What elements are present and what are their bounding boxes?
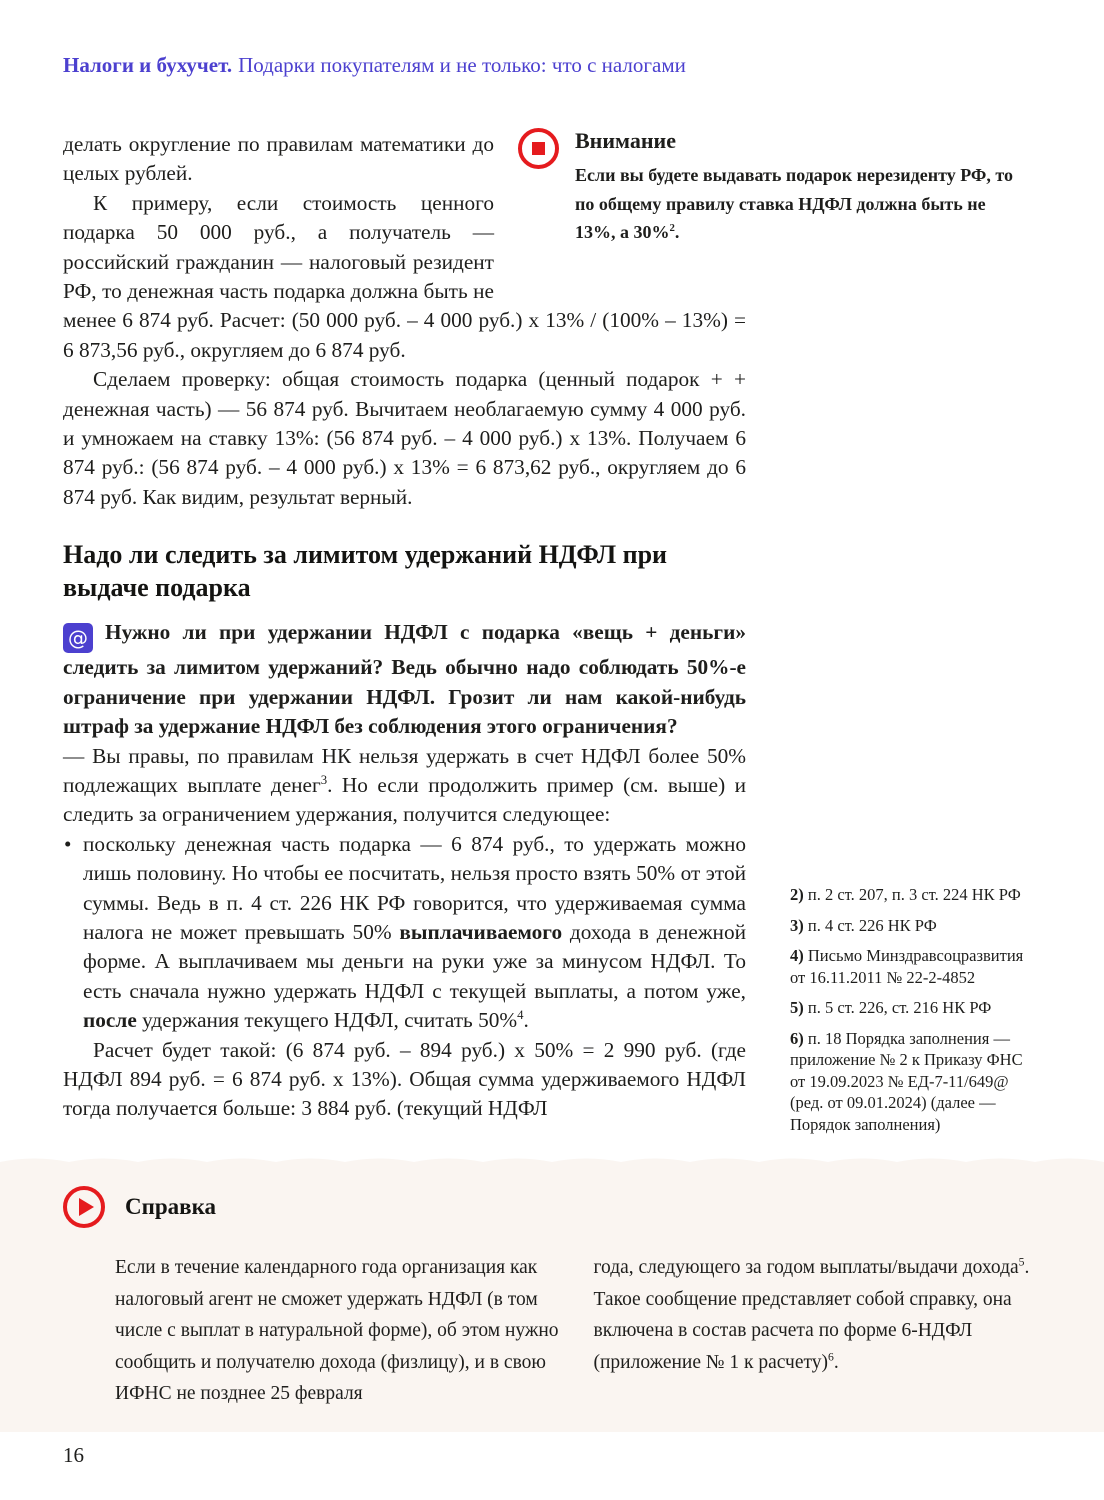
footnote-item: [790, 915, 1026, 937]
footnote-ref-2: 2: [669, 222, 675, 234]
footnote-item: [790, 945, 1026, 988]
footnote-text: Письмо Минздравсоцразвития от 16.11.2011 № 22-2-4852: [790, 946, 1024, 987]
play-circle-icon: [63, 1186, 105, 1228]
footnote-ref-6: 6: [827, 1350, 834, 1363]
question-paragraph: [63, 618, 746, 741]
attention-heading: Внимание: [575, 128, 676, 153]
section-heading: Надо ли следить за лимитом удержаний НДФЛ при выдаче подарка: [63, 540, 668, 603]
reference-header: [63, 1186, 216, 1228]
footnote-text: п. 18 Порядка заполнения — приложение № 2 к Приказу ФНС от 19.09.2023 № ЕД-7-11/649@ (ред. от 09.01.2024) (далее — Порядок заполнения): [790, 1028, 1023, 1134]
footnote-ref-4: 4: [517, 1008, 524, 1023]
footnote-number: 2): [790, 885, 804, 904]
paragraph-check: Сделаем проверку: общая стоимость подарка (ценный подарок + + денежная часть) — 56 874 руб. Вычитаем необлагаемую сумму 4 000 руб. и умножаем на ставку 13%: (56 874 руб. – 4 000 руб.) х 13%. Получаем 6 874 руб.: (56 874 руб. – 4 000 руб.) х 13% = 6 873,62 руб., округляем до 6 874 руб. Как видим, результат верный.: [63, 367, 746, 509]
bullet-text-4: .: [523, 1008, 529, 1033]
callout-flow-spacer: [494, 130, 746, 280]
article-title: Подарки покупателям и не только: что с налогами: [238, 53, 686, 77]
reference-right-paragraph-2: [594, 1284, 1056, 1379]
footnote-ref-5: 5: [1018, 1255, 1025, 1269]
reader-question-at-icon: @: [63, 623, 93, 653]
footnote-text: п. 5 ст. 226, ст. 216 НК РФ: [807, 998, 992, 1017]
attention-body-period: .: [674, 222, 680, 242]
running-header: [63, 53, 1044, 78]
reference-column-left: Если в течение календарного года организация как налоговый агент не сможет удержать НДФЛ (в том числе с выплат в натуральной форме), об этом нужно сообщить и получателю дохода (физлицу), и в свою ИФНС не позднее 25 февраля: [115, 1257, 559, 1404]
play-triangle-glyph: [79, 1198, 94, 1216]
footnote-number: 6): [790, 1028, 804, 1048]
footnote-number: 4): [790, 946, 804, 965]
footnote-ref-3: 3: [320, 772, 328, 787]
footnote-item: [790, 997, 1026, 1019]
footnote-text: п. 2 ст. 207, п. 3 ст. 224 НК РФ: [807, 885, 1021, 904]
footnote-item: [790, 884, 1026, 906]
bullet-text-2: дохода в денежной форме. А выплачиваем мы деньги на руки уже за минусом НДФЛ. То есть сначала нужно удержать НДФЛ с текущей выплаты, а потом уже,: [83, 919, 746, 1003]
calc-paragraph: Расчет будет такой: (6 874 руб. – 894 руб.) х 50% = 2 990 руб. (где НДФЛ 894 руб. = 6 874 руб. х 13%). Общая сумма удерживаемого НДФЛ тогда получается больше: 3 884 руб. (текущий НДФЛ: [63, 1037, 746, 1121]
page-number: 16: [63, 1443, 84, 1467]
reference-right-period-2: .: [833, 1351, 839, 1373]
footnotes-sidebar: [790, 884, 1026, 1144]
bullet-bold-after: после: [83, 1008, 137, 1033]
footnote-number: 3): [790, 915, 804, 935]
answer-lead-text: — Вы правы, по правилам НК нельзя удержать в счет НДФЛ более 50% подлежащих выплате денег: [63, 743, 746, 797]
footnote-item: [790, 1028, 1026, 1136]
footnote-number: 5): [790, 998, 804, 1017]
bullet-bold-payable: выплачиваемого: [399, 919, 563, 944]
bullet-text-3: удержания текущего НДФЛ, считать 50%: [136, 1008, 518, 1033]
footnote-text: п. 4 ст. 226 НК РФ: [807, 915, 937, 935]
bullet-item: [63, 830, 746, 1036]
bullet-text-1: поскольку денежная часть подарка — 6 874 руб., то удержать можно лишь половину. Но чтобы ее посчитать, нельзя просто взять 50% от этой суммы. Ведь в п. 4 ст. 226 НК РФ говорится, что удерживаемая сумма налога не может превышать 50%: [83, 831, 746, 944]
reference-right-period-1: .: [1024, 1257, 1030, 1278]
reference-right-text-1: года, следующего за годом выплаты/выдачи дохода: [593, 1257, 1019, 1278]
bullet-marker: •: [64, 831, 72, 856]
reference-band: [0, 1162, 1104, 1432]
reference-right-text-2: Такое сообщение представляет собой справку, она включена в состав расчета по форме 6-НДФЛ (приложение № 1 к расчету): [593, 1288, 1012, 1373]
reference-column-right: [594, 1252, 1056, 1410]
body-column: [63, 130, 746, 1124]
attention-body-text: Если вы будете выдавать подарок нерезиденту РФ, то по общему правилу ставка НДФЛ должна быть не 13%, а 30%: [575, 165, 1013, 242]
wave-top-edge: [0, 1153, 1104, 1163]
paragraph-example: К примеру, если стоимость ценного подарка 50 000 руб., а получатель — российский гражданин — налоговый резидент РФ, то денежная часть подарка должна быть не менее 6 874 руб. Расчет: (50 000 руб. – 4 000 руб.) х 13% / (100% – 13%) = 6 873,56 руб., округляем до 6 874 руб.: [63, 190, 746, 362]
rubric-name: Налоги и бухучет.: [63, 53, 233, 77]
reference-heading: Справка: [125, 1194, 216, 1219]
question-text: Нужно ли при удержании НДФЛ с подарка «вещь + деньги» следить за лимитом удержаний? Ведь обычно надо соблюдать 50%-е ограничение при удержании НДФЛ. Грозит ли нам какой-нибудь штраф за удержание НДФЛ без соблюдения этого ограничения?: [63, 620, 746, 739]
reference-columns: [115, 1252, 1055, 1410]
paragraph-rounding: делать округление по правилам математики до целых рублей.: [63, 132, 494, 186]
answer-lead-tail: . Но если продолжить пример (см. выше) и следить за ограничением удержания, получится следующее:: [63, 772, 747, 827]
reference-right-paragraph-1: [594, 1252, 1056, 1284]
answer-lead-paragraph: [63, 742, 746, 830]
